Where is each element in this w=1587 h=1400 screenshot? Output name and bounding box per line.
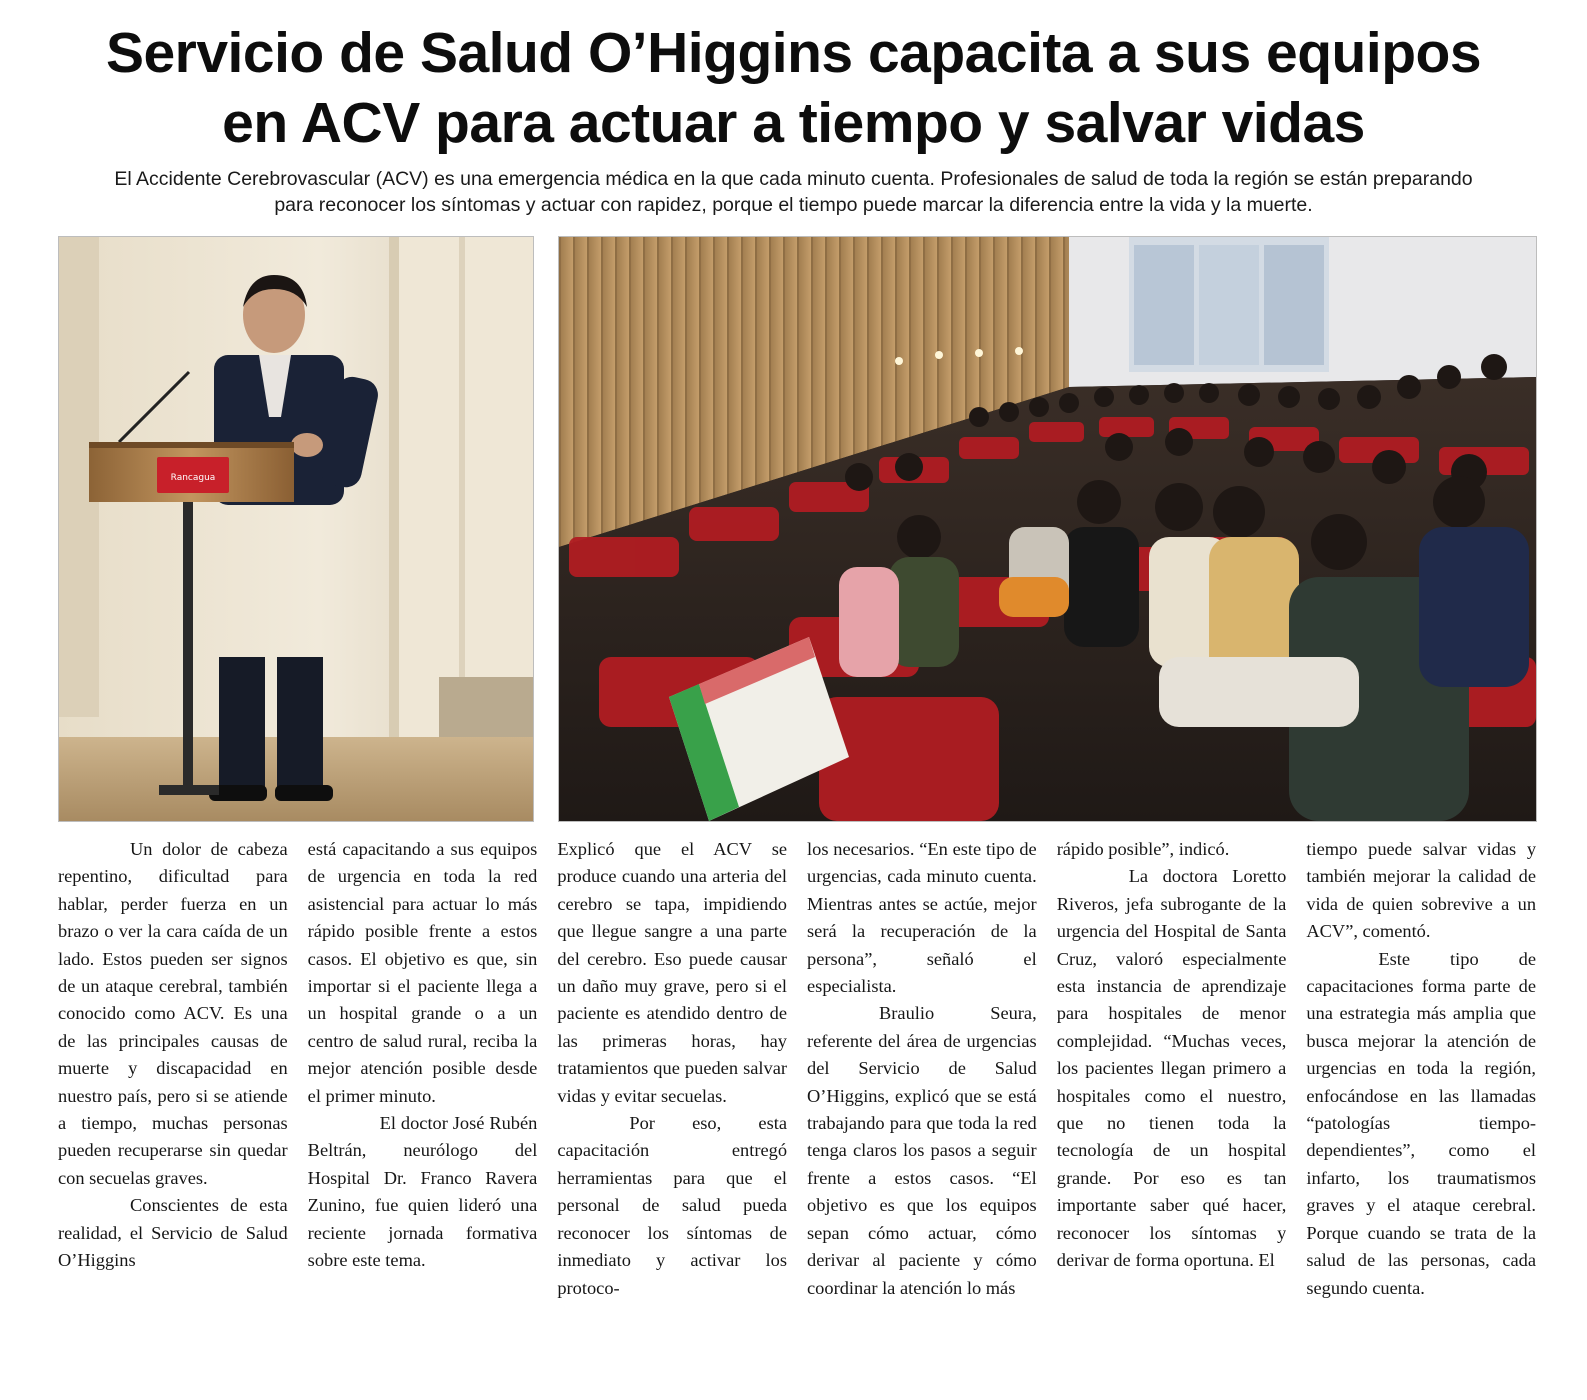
article-column-6 bbox=[1306, 836, 1536, 1392]
article-body bbox=[58, 836, 1536, 1392]
article-paragraph: Conscientes de esta realidad, el Servicio de Salud O’Higgins bbox=[58, 1195, 288, 1271]
article-paragraph: los necesarios. “En este tipo de urgencias, cada minuto cuenta. Mientras antes se actúe, mejor será la recuperación de la persona”, señaló el especialista. bbox=[807, 839, 1037, 997]
article-paragraph: está capacitando a sus equipos de urgencia en toda la red asistencial para actuar lo más rápido posible frente a estos casos. El objetivo es que, sin importar si el paciente llega a un hospital grande o a un centro de salud rural, reciba la mejor atención posible desde el primer minuto. bbox=[307, 839, 538, 1106]
subheadline-line-2: para reconocer los síntomas y actuar con rapidez, porque el tiempo puede marcar la diferencia entre la vida y la muerte. bbox=[274, 194, 1313, 216]
headline-line-2: en ACV para actuar a tiempo y salvar vidas bbox=[222, 91, 1365, 155]
article-paragraph: Un dolor de cabeza repentino, dificultad para hablar, perder fuerza en un brazo o ver la cara caída de un lado. Estos pueden ser signos de un ataque cerebral, también conocido como ACV. Es una de las principales causas de muerte y discapacidad en nuestro país, pero si se atiende a tiempo, muchas personas pueden recuperarse sin quedar con secuelas graves. bbox=[58, 839, 288, 1188]
article-column-2 bbox=[308, 836, 538, 1392]
article-paragraph: tiempo puede salvar vidas y también mejorar la calidad de vida de quien sobrevive a un ACV”, comentó. bbox=[1306, 839, 1537, 942]
headline-line-1: Servicio de Salud O’Higgins capacita a sus equipos bbox=[105, 21, 1482, 85]
photo-auditorium-audience bbox=[558, 236, 1537, 822]
article-paragraph: El doctor José Rubén Beltrán, neurólogo del Hospital Dr. Franco Ravera Zunino, fue quien lideró una reciente jornada formativa sobre este tema. bbox=[307, 1113, 538, 1271]
photo-speaker-at-podium bbox=[58, 236, 534, 822]
article-column-1 bbox=[58, 836, 288, 1392]
article-column-5 bbox=[1057, 836, 1287, 1392]
subheadline-line-1: El Accidente Cerebrovascular (ACV) es una emergencia médica en la que cada minuto cuenta. Profesionales de salud de toda la región se están preparando bbox=[114, 168, 1473, 190]
headline bbox=[40, 18, 1547, 158]
article-paragraph: rápido posible”, indicó. bbox=[1056, 839, 1230, 859]
article-paragraph: La doctora Loretto Riveros, jefa subrogante de la urgencia del Hospital de Santa Cruz, valoró especialmente esta instancia de aprendizaje para hospitales de menor complejidad. “Muchas veces, los pacientes llegan primero a hospitales como el nuestro, que no tienen toda la tecnología de un hospital grande. Por eso es tan importante saber qué hacer, reconocer los síntomas y derivar de forma oportuna. El bbox=[1056, 866, 1287, 1271]
podium-logo: Rancagua bbox=[170, 473, 216, 483]
audience-illustration bbox=[559, 237, 1536, 821]
article-column-4 bbox=[807, 836, 1037, 1392]
article-paragraph: Este tipo de capacitaciones forma parte de una estrategia más amplia que busca mejorar la atención de urgencias en toda la región, enfocándose en las llamadas “patologías tiempo-dependientes”, como el infarto, los traumatismos graves y el ataque cerebral. Porque cuando se trata de la salud de las personas, cada segundo cuenta. bbox=[1306, 948, 1537, 1298]
article-column-3 bbox=[557, 836, 787, 1392]
article-paragraph: Explicó que el ACV se produce cuando una arteria del cerebro se tapa, impidiendo que llegue sangre a una parte del cerebro. Eso puede causar un daño muy grave, pero si el paciente es atendido dentro de las primeras horas, hay tratamientos que pueden salvar vidas y evitar secuelas. bbox=[557, 839, 788, 1106]
speaker-illustration bbox=[59, 237, 533, 821]
article-paragraph: Braulio Seura, referente del área de urgencias del Servicio de Salud O’Higgins, explicó que se está trabajando para que toda la red tenga claros los pasos a seguir frente a estos casos. “El objetivo es que los equipos sepan cómo actuar, cómo derivar al paciente y cómo coordinar la atención lo más bbox=[807, 1003, 1037, 1298]
subheadline bbox=[50, 166, 1537, 218]
article-paragraph: Por eso, esta capacitación entregó herramientas para que el personal de salud pueda reconocer los síntomas de inmediato y activar los protoco- bbox=[557, 1113, 788, 1298]
